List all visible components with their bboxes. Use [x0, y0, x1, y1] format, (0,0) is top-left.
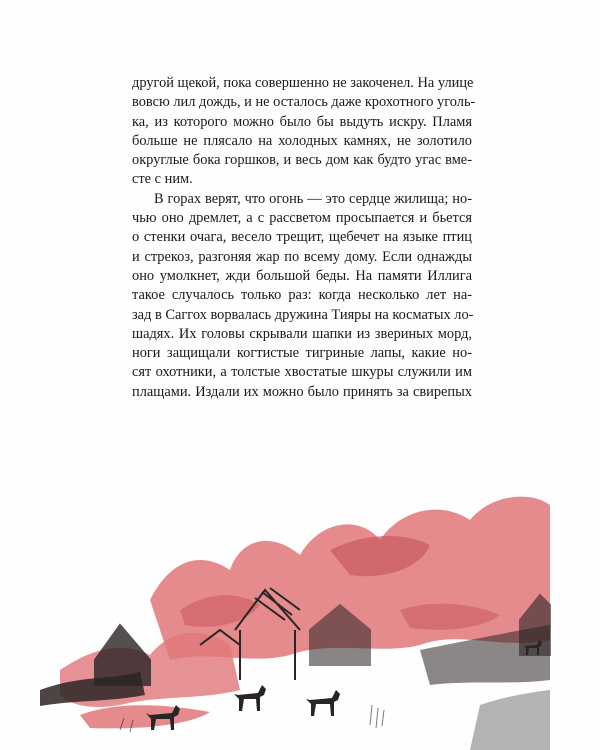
text-line: и стрекоз, разгоняя жар по всему дому. Если однажды — [132, 248, 472, 265]
text-line: шадях. Их головы скрывали шапки из звериных морд, — [132, 325, 472, 342]
paragraph-2 — [132, 190, 472, 402]
paragraph-1 — [132, 74, 476, 190]
text-line: сте с ним. — [132, 171, 193, 188]
burning-village-illustration — [0, 480, 600, 750]
text-line: чью оно дремлет, а с рассветом просыпается и бьется — [132, 210, 472, 227]
text-line: плащами. Издали их можно было принять за свирепых — [132, 383, 472, 400]
dog-3 — [306, 690, 340, 716]
text-line: оно умолкнет, жди большой беды. На памяти Иллига — [132, 267, 472, 284]
text-line: ка, из которого можно было бы выдуть искру. Пламя — [132, 113, 472, 130]
body-text — [132, 74, 476, 402]
text-line: сят охотники, а толстые хвостатые шкуры служили им — [132, 364, 472, 381]
text-line: вовсю лил дождь, и не осталось даже крохотного уголь- — [132, 94, 476, 111]
text-line: такое случалось только раз: когда несколько лет на- — [132, 287, 472, 304]
text-line: о стенки очага, весело трещит, щебечет на языке птиц — [132, 229, 472, 246]
text-line: другой щекой, пока совершенно не закоченел. На улице — [132, 75, 474, 91]
text-line: больше не плясало на холодных камнях, не золотило — [132, 132, 472, 149]
text-line: округлые бока горшков, и весь дом как будто угас вме- — [132, 152, 472, 169]
text-line: ноги защищали когтистые тигриные лапы, какие но- — [132, 345, 472, 362]
text-line: зад в Саггох ворвалась дружина Тияры на косматых ло- — [132, 306, 474, 323]
text-line: В горах верят, что огонь — это сердце жилища; но- — [154, 190, 472, 207]
